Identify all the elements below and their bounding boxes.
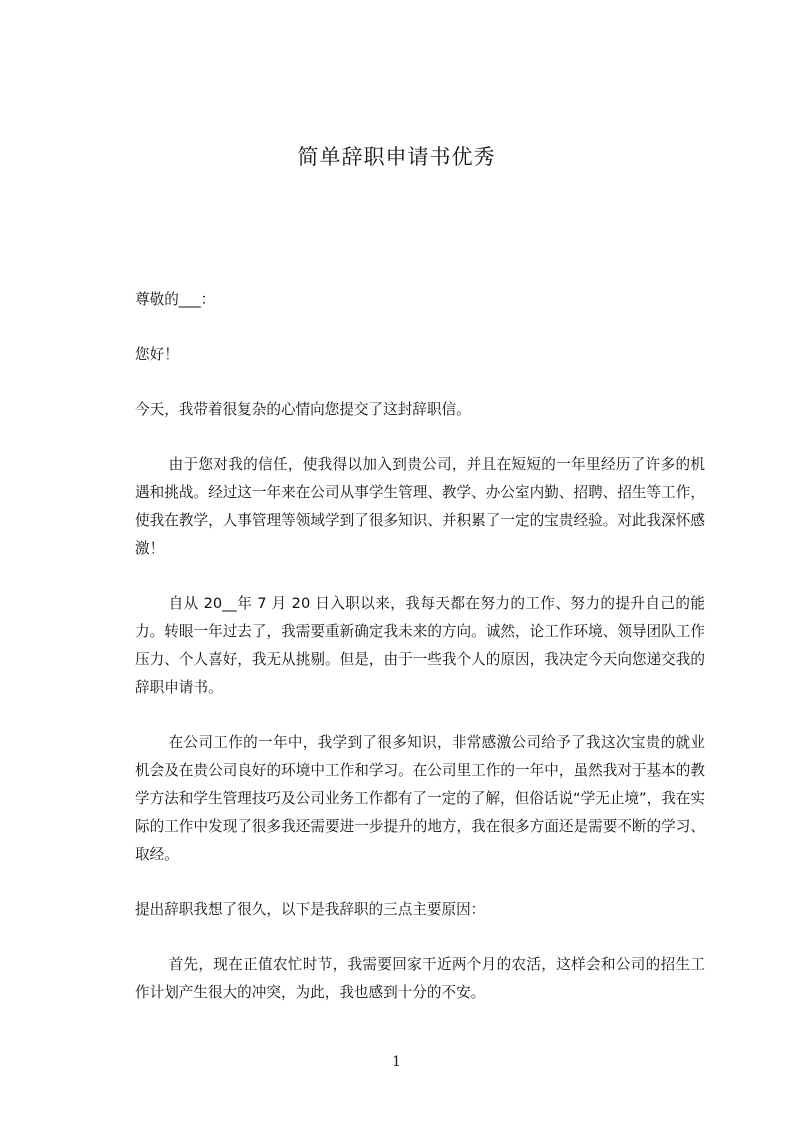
body-paragraph: 由于您对我的信任，使我得以加入到贵公司，并且在短短的一年里经历了许多的机遇和挑战。经过这一年来在公司从事学生管理、教学、办公室内勤、招聘、招生等工作，使我在教学，人事管理等领域学到了很多知识、并积累了一定的宝贵经验。对此我深怀感激！ <box>135 456 705 557</box>
page-number: 1 <box>392 1054 401 1070</box>
body-paragraph: 自从 20__年 7 月 20 日入职以来，我每天都在努力的工作、努力的提升自己的能力。转眼一年过去了，我需要重新确定我未来的方向。诚然，论工作环境、领导团队工作压力、个人喜好，我无从挑剔。但是，由于一些我个人的原因，我决定今天向您递交我的辞职申请书。 <box>135 595 705 696</box>
greeting: 您好！ <box>135 346 179 363</box>
intro-paragraph: 今天，我带着很复杂的心情向您提交了这封辞职信。 <box>135 401 471 418</box>
body-paragraph: 首先，现在正值农忙时节，我需要回家干近两个月的农活，这样会和公司的招生工作计划产生很大的冲突，为此，我也感到十分的不安。 <box>135 956 705 1001</box>
document-title: 简单辞职申请书优秀 <box>297 145 496 169</box>
body-paragraph: 在公司工作的一年中，我学到了很多知识，非常感激公司给予了我这次宝贵的就业机会及在贵公司良好的环境中工作和学习。在公司里工作的一年中，虽然我对于基本的教学方法和学生管理技巧及公司业务工作都有了一定的了解，但俗话说“学无止境”，我在实际的工作中发现了很多我还需要进一步提升的地方，我在很多方面还是需要不断的学习、取经。 <box>135 734 705 863</box>
reasons-intro: 提出辞职我想了很久，以下是我辞职的三点主要原因： <box>135 901 486 918</box>
salutation: 尊敬的___： <box>135 291 216 308</box>
document-body <box>135 286 705 1034</box>
